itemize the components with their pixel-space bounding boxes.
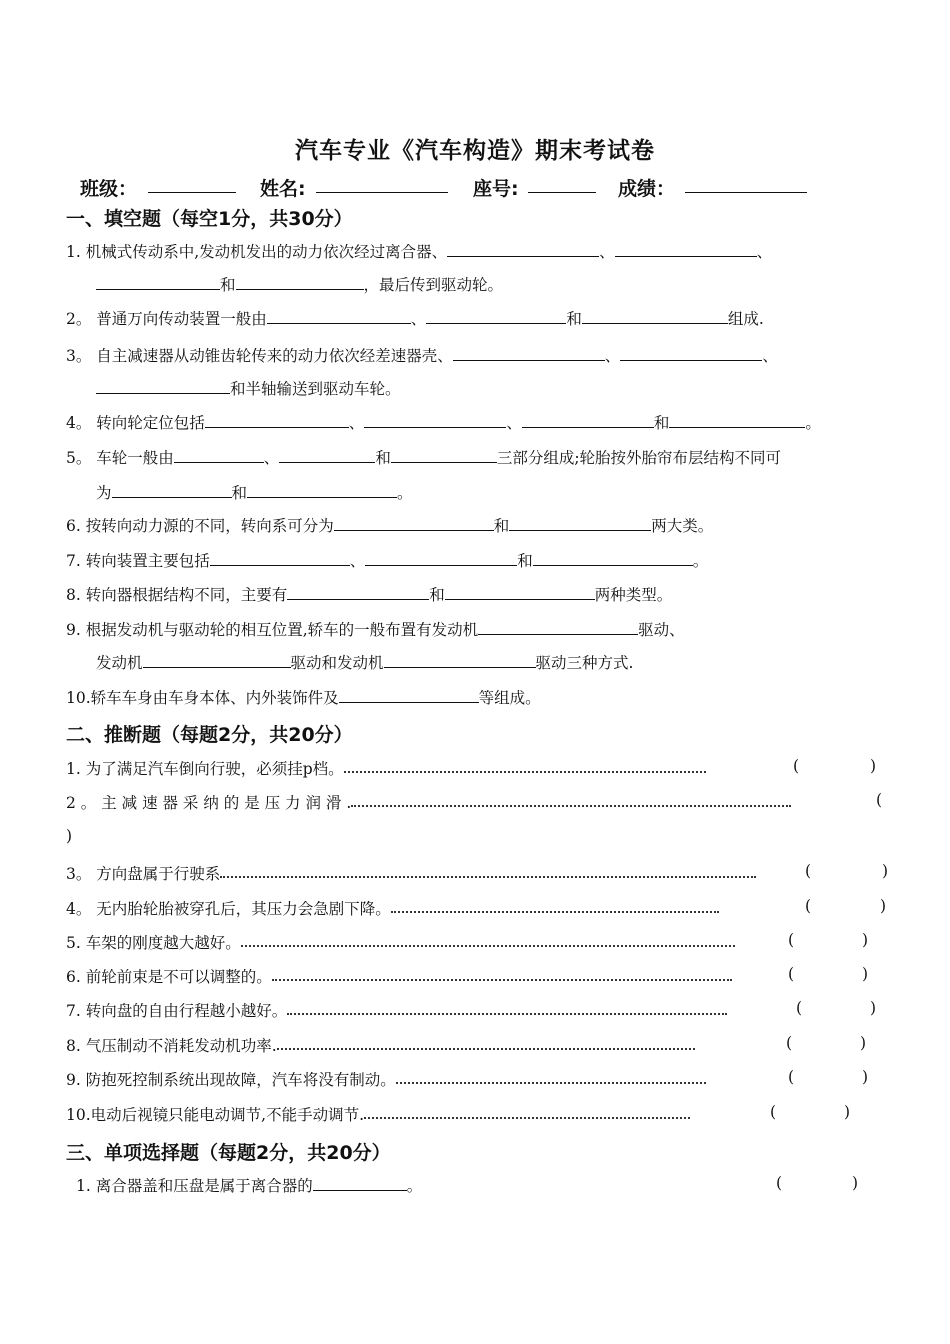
answer-paren-close: ) xyxy=(862,965,869,983)
answer-blank[interactable] xyxy=(620,346,762,361)
answer-blank[interactable] xyxy=(339,688,479,703)
answer-blank[interactable] xyxy=(236,275,364,290)
answer-paren-open: ( xyxy=(786,1034,793,1052)
score-label: 成绩： xyxy=(618,178,676,200)
class-blank[interactable] xyxy=(148,174,236,193)
answer-blank[interactable] xyxy=(210,551,350,566)
exam-title: 汽车专业《汽车构造》期末考试卷 xyxy=(295,138,655,164)
question-5-line-2: 为 和 。 xyxy=(96,484,413,502)
answer-blank[interactable] xyxy=(533,551,693,566)
answer-blank[interactable] xyxy=(384,653,536,668)
answer-blank[interactable] xyxy=(247,483,397,498)
tf-question-10: 10.电动后视镜只能电动调节,不能手动调节. xyxy=(66,1103,690,1125)
question-10: 10.轿车车身由车身本体、内外装饰件及 等组成。 xyxy=(66,689,541,707)
answer-paren-close: ) xyxy=(870,999,877,1017)
tf-question-8: 8. 气压制动不消耗发动机功率. xyxy=(66,1034,695,1056)
answer-paren-close: ) xyxy=(882,862,889,880)
answer-blank[interactable] xyxy=(391,448,497,463)
question-2: 2。 普通万向传动装置一般由 、 和 组成. xyxy=(66,310,764,328)
answer-blank[interactable] xyxy=(522,413,654,428)
question-6: 6. 按转向动力源的不同，转向系可分为 和 两大类。 xyxy=(66,517,714,535)
answer-blank[interactable] xyxy=(334,516,494,531)
question-4: 4。 转向轮定位包括 、 、 和 。 xyxy=(66,414,821,432)
name-label: 姓名: xyxy=(260,178,306,200)
answer-paren-open: ( xyxy=(776,1174,783,1192)
answer-blank[interactable] xyxy=(669,413,805,428)
tf-question-9: 9. 防抱死控制系统出现故障，汽车将没有制动。 xyxy=(66,1068,706,1090)
answer-paren-close: ) xyxy=(862,1068,869,1086)
answer-blank[interactable] xyxy=(143,653,291,668)
answer-paren-close: ) xyxy=(852,1174,859,1192)
section-heading-true-false: 二、推断题（每题2分，共20分） xyxy=(66,724,353,746)
answer-paren-open: ( xyxy=(876,791,883,809)
answer-blank[interactable] xyxy=(205,413,349,428)
dot-leader xyxy=(220,872,756,878)
dot-leader xyxy=(277,1044,695,1050)
class-label: 班级： xyxy=(80,178,138,200)
question-5-line-1: 5。 车轮一般由 、 和 三部分组成;轮胎按外胎帘布层结构不同可 xyxy=(66,449,782,467)
dot-leader xyxy=(351,801,791,807)
answer-blank[interactable] xyxy=(364,413,506,428)
question-9-line-1: 9. 根据发动机与驱动轮的相互位置,轿车的一般布置有发动机 驱动、 xyxy=(66,621,685,639)
dot-leader xyxy=(396,1078,706,1084)
answer-blank[interactable] xyxy=(509,516,651,531)
question-1-line-1: 1. 机械式传动系中,发动机发出的动力依次经过离合器、 、 、 xyxy=(66,243,773,261)
question-8: 8. 转向器根据结构不同，主要有 和 两种类型。 xyxy=(66,586,673,604)
answer-paren-open: ( xyxy=(788,1068,795,1086)
answer-blank[interactable] xyxy=(96,379,230,394)
answer-blank[interactable] xyxy=(313,1176,407,1191)
answer-paren-close: ) xyxy=(862,931,869,949)
question-3-line-1: 3。 自主减速器从动锥齿轮传来的动力依次经差速器壳、 、 、 xyxy=(66,347,778,365)
answer-paren-open: ( xyxy=(788,931,795,949)
tf-question-5: 5. 车架的刚度越大越好。 xyxy=(66,931,735,953)
answer-blank[interactable] xyxy=(478,620,638,635)
dot-leader xyxy=(391,907,719,913)
answer-blank[interactable] xyxy=(453,346,605,361)
name-blank[interactable] xyxy=(316,174,448,193)
tf-question-2: 2 。 主 减 速 器 采 纳 的 是 压 力 润 滑 . xyxy=(66,791,791,813)
question-3-line-2: 和半轴输送到驱动车轮。 xyxy=(96,377,401,399)
tf-question-3: 3。 方向盘属于行驶系 xyxy=(66,862,756,884)
answer-paren-close: ) xyxy=(880,897,887,915)
answer-blank[interactable] xyxy=(96,275,220,290)
answer-blank[interactable] xyxy=(174,448,264,463)
tf-question-1: 1. 为了满足汽车倒向行驶，必须挂p档。 xyxy=(66,757,706,779)
answer-paren-close: ) xyxy=(844,1103,851,1121)
answer-paren-open: ( xyxy=(793,757,800,775)
dot-leader xyxy=(272,975,732,981)
answer-paren-open: ( xyxy=(770,1103,777,1121)
answer-blank[interactable] xyxy=(279,448,375,463)
tf-question-4: 4。 无内胎轮胎被穿孔后，其压力会急剧下降。 xyxy=(66,897,719,919)
answer-paren-open: ( xyxy=(796,999,803,1017)
answer-paren-open: ( xyxy=(788,965,795,983)
seat-blank[interactable] xyxy=(528,174,596,193)
answer-blank[interactable] xyxy=(582,309,728,324)
tf-question-6: 6. 前轮前束是不可以调整的。 xyxy=(66,965,732,987)
question-1-line-2: 和 ，最后传到驱动轮。 xyxy=(96,273,503,295)
section-heading-fill-blank: 一、填空题（每空1分，共30分） xyxy=(66,208,353,230)
answer-blank[interactable] xyxy=(426,309,566,324)
dot-leader xyxy=(287,1009,727,1015)
question-9-line-2: 发动机 驱动和发动机 驱动三种方式. xyxy=(96,654,634,672)
score-blank[interactable] xyxy=(685,174,807,193)
seat-label: 座号: xyxy=(473,178,519,200)
answer-blank[interactable] xyxy=(615,242,757,257)
section-heading-multiple-choice: 三、单项选择题（每题2分，共20分） xyxy=(66,1142,391,1164)
dot-leader xyxy=(364,1113,690,1119)
answer-blank[interactable] xyxy=(287,585,429,600)
dot-leader xyxy=(241,941,735,947)
answer-paren-close: ) xyxy=(66,827,73,845)
answer-paren-close: ) xyxy=(860,1034,867,1052)
answer-blank[interactable] xyxy=(445,585,595,600)
answer-blank[interactable] xyxy=(112,483,232,498)
answer-paren-close: ) xyxy=(870,757,877,775)
answer-blank[interactable] xyxy=(447,242,599,257)
answer-paren-open: ( xyxy=(805,862,812,880)
answer-blank[interactable] xyxy=(267,309,411,324)
answer-paren-open: ( xyxy=(805,897,812,915)
tf-question-7: 7. 转向盘的自由行程越小越好。 xyxy=(66,999,727,1021)
dot-leader xyxy=(344,767,706,773)
mc-question-1: 1. 离合器盖和压盘是属于离合器的 。 xyxy=(76,1177,423,1195)
answer-blank[interactable] xyxy=(365,551,517,566)
question-7: 7. 转向装置主要包括 、 和 。 xyxy=(66,552,709,570)
